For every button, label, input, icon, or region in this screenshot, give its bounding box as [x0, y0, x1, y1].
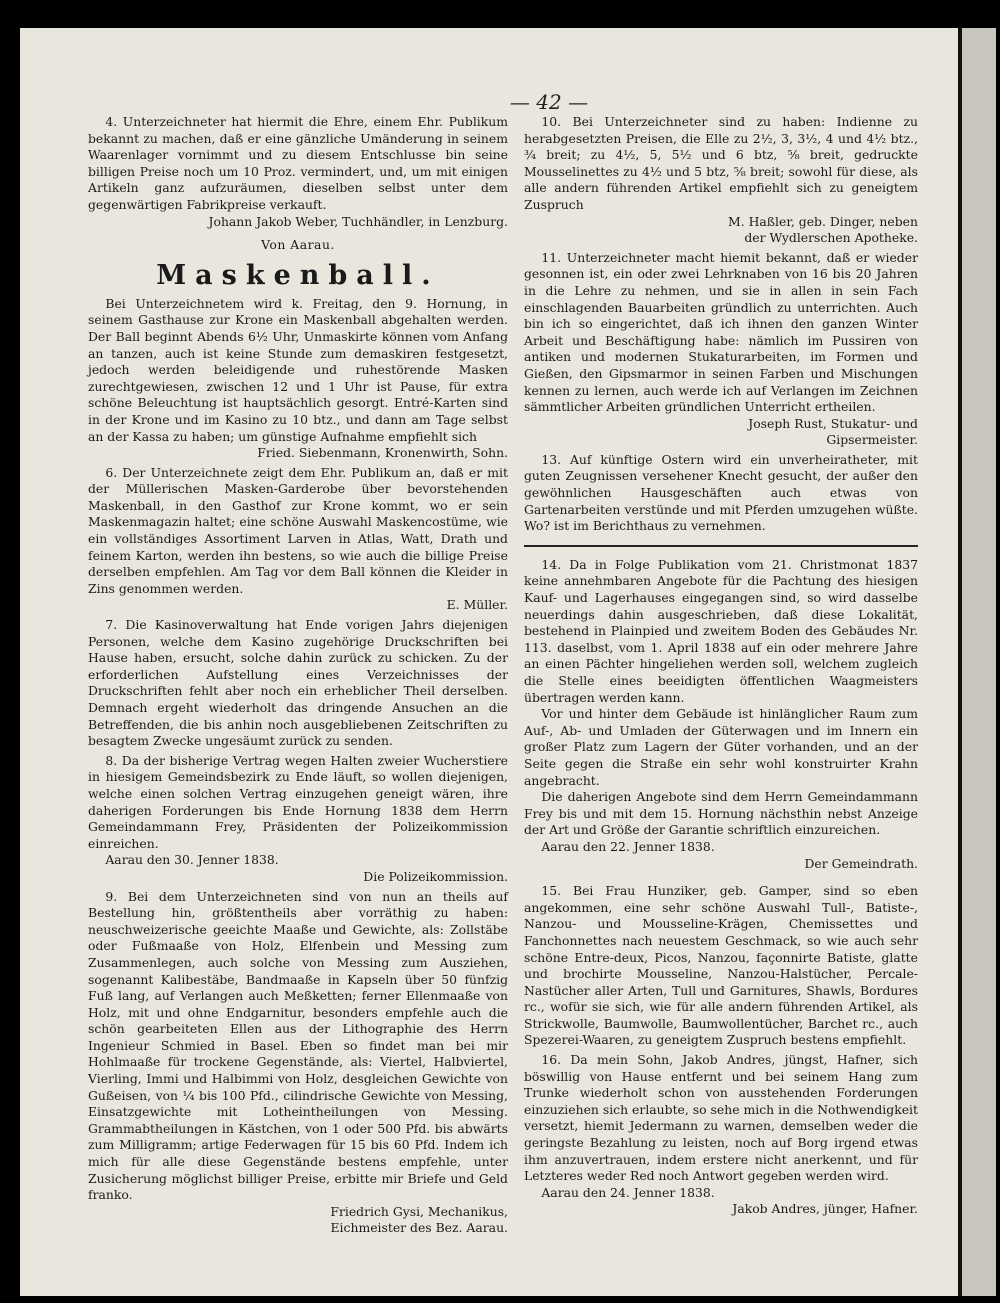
section-divider: [524, 545, 918, 547]
ad-text: 6. Der Unterzeichnete zeigt dem Ehr. Publikum an, daß er mit der Müllerischen Masken-Garderobe über bevorstehenden Maskenball, in den Gasthof zur Krone kommt, wo er sein Maskenmagazin haltet; eine schöne Auswahl Maskencostüme, wie ein vollständiges Assortiment Larven in Atlas, Watt, Drath und feinem Karton, werden ihn bestens, so wie auch die billige Preise derselben empfehlen. Am Tag vor dem Ball können die Kleider in Zins genommen werden.: [88, 464, 508, 596]
ad-date: Aarau den 24. Jenner 1838.: [541, 1184, 715, 1200]
ad-signature: Die Polizeikommission.: [363, 868, 508, 884]
maskenball-title: Maskenball.: [156, 259, 440, 291]
left-column: [88, 114, 508, 1240]
ad-signature: Der Gemeindrath.: [804, 855, 918, 871]
ad-signature: der Wydlerschen Apotheke.: [744, 230, 918, 246]
maskenball-notice: [88, 260, 508, 462]
ad-paragraph: Vor und hinter dem Gebäude ist hinlänglicher Raum zum Auf-, Ab- und Umladen der Güterwagen und im Innern ein großer Platz zum Lagern der Güter vorhanden, und an der Seite gegen die Straße ein sehr wohl konstruirter Krahn angebracht.: [524, 706, 918, 788]
ad-text: 9. Bei dem Unterzeichneten sind von nun an theils auf Bestellung hin, größtentheils aber vorräthig zu haben: neuschweizerische geeichte Maaße und Gewichte, als: Zollstäbe oder Fußmaaße von Holz, Elfenbein und Messing zum Zusammenlegen, auch solche von Messing zum Ausziehen, sogenannt Kalibestäbe, Bandmaaße in Kapseln über 50 fünfzig Fuß lang, auf Verlangen auch Meßketten; ferner Ellenmaaße von Holz, mit und ohne Endgarnitur, besonders empfehle auch die schön gearbeiteten Ellen aus der Lithographie des Herrn Ingenieur Schmied in Basel. Eben so findet man bei mir Hohlmaaße für trockene Gegenstände, als: Viertel, Halbviertel, Vierling, Immi und Halbimmi von Holz, desgleichen Gewichte von Gußeisen, von ¼ bis 100 Pfd., cilindrische Gewichte von Messing, Einsatzgewichte mit Lotheintheilungen von Messing. Grammabtheilungen in Kästchen, von 1 oder 500 Pfd. bis abwärts zum Milligramm; artige Federwagen für 15 bis 60 Pfd. Indem ich mich für alle diese Gegenstände bestens empfehle, unter Zusicherung möglichst billiger Preise, erbitte mir Briefe und Geld franko.: [88, 888, 508, 1203]
advertisement-16: [524, 1052, 918, 1218]
page-number: — 42 —: [509, 90, 589, 114]
advertisement-13: [524, 452, 918, 535]
ad-text: 16. Da mein Sohn, Jakob Andres, jüngst, Hafner, sich böswillig von Hause entfernt und bei seinem Hang zum Trunke wiederholt schon von ausstehenden Forderungen einzuziehen sich erlaubte, so sehe mich in die Nothwendigkeit versetzt, hiemit Jedermann zu warnen, demselben weder die geringste Bezahlung zu leisten, noch auf Borg irgend etwas ihm anzuvertrauen, indem erstere nicht anerkennt, und für Letzteres weder Red noch Antwort gegeben werden wird.: [524, 1052, 918, 1184]
advertisement-4: [88, 114, 508, 230]
next-page-edge: [962, 28, 996, 1296]
ad-signature: Eichmeister des Bez. Aarau.: [330, 1220, 508, 1236]
ad-paragraph: Die daherigen Angebote sind dem Herrn Gemeindammann Frey bis und mit dem 15. Hornung nächsthin nebst Anzeige der Art und Größe der Garantie schriftlich einzureichen.: [524, 789, 918, 838]
ad-signature: Joseph Rust, Stukatur- und: [748, 415, 918, 431]
advertisement-11: [524, 250, 918, 449]
advertisement-8: [88, 753, 508, 886]
ad-signature: Jakob Andres, jünger, Hafner.: [732, 1201, 918, 1217]
ad-text: 14. Da in Folge Publikation vom 21. Christmonat 1837 keine annehmbaren Angebote für die Pachtung des hiesigen Kauf- und Lagerhauses eingegangen sind, so wird dasselbe neuerdings dahin ausgeschrieben, daß diese Lokalität, bestehend in Plainpied und zweitem Boden des Gebäudes Nr. 113. daselbst, vom 1. April 1838 auf ein oder mehrere Jahre an einen Pächter hingeliehen werden soll, welchem zugleich die Stelle eines beeidigten öffentlichen Waagmeisters übertragen werden kann.: [524, 556, 918, 705]
ad-text: 4. Unterzeichneter hat hiermit die Ehre, einem Ehr. Publikum bekannt zu machen, daß er eine gänzliche Umänderung in seinem Waarenlager vornimmt und zu diesem Entschlusse bin seine billigen Preise noch um 10 Proz. vermindert, und, um mit einigen Artikeln ganz aufzuräumen, dieselben selbst unter dem gegenwärtigen Fabrikpreise verkauft.: [88, 114, 508, 212]
ad-text: 8. Da der bisherige Vertrag wegen Halten zweier Wucherstiere in hiesigem Gemeindsbezirk zu Ende läuft, so wollen diejenigen, welche einen solchen Vertrag einzugehen geneigt wären, ihre daherigen Forderungen bis Ende Hornung 1838 dem Herrn Gemeindammann Frey, Präsidenten der Polizeikommission einreichen.: [88, 752, 508, 851]
ad-text: Bei Unterzeichnetem wird k. Freitag, den 9. Hornung, in seinem Gasthause zur Krone ein Maskenball abgehalten werden. Der Ball beginnt Abends 6½ Uhr, Unmaskirte können vom Anfang an tanzen, auch ist keine Stunde zum demaskiren festgesetzt, jedoch werden beleidigende und ruhestörende Masken zurechtgewiesen, zwischen 12 und 1 Uhr ist Pause, für extra schöne Beleuchtung ist hauptsächlich gesorgt. Entré-Karten sind in der Krone und im Kasino zu 10 btz., und dann am Tage selbst an der Kassa zu haben; um günstige Aufnahme empfiehlt sich: [88, 295, 508, 444]
ad-signature: Fried. Siebenmann, Kronenwirth, Sohn.: [257, 445, 508, 461]
ad-text: 11. Unterzeichneter macht hiemit bekannt, daß er wieder gesonnen ist, ein oder zwei Lehrknaben von 16 bis 20 Jahren in die Lehre zu nehmen, und sie in allen in sein Fach einschlagenden Bauarbeiten gründlich zu unterrichten. Auch bin ich so eingerichtet, daß ich ihnen den ganzen Winter Arbeit und Beschäftigung habe: nämlich im Pussiren von antiken und modernen Stukaturarbeiten, im Formen und Gießen, den Gipsmarmor in seinen Farben und Mischungen kennen zu lernen, auch werde ich auf Verlangen im Zeichnen sämmtlicher Arbeiten gründlichen Unterricht ertheilen.: [524, 249, 918, 415]
ad-signature: Johann Jakob Weber, Tuchhändler, in Lenzburg.: [208, 213, 508, 229]
ad-date: Aarau den 30. Jenner 1838.: [105, 852, 279, 868]
spacer: [524, 875, 918, 883]
ad-signature: Gipsermeister.: [826, 432, 918, 448]
advertisement-14: [524, 557, 918, 872]
advertisement-7: [88, 617, 508, 750]
ad-text: 13. Auf künftige Ostern wird ein unverheiratheter, mit guten Zeugnissen versehener Knecht gesucht, der außer den gewöhnlichen Hausgeschäften auch etwas von Gartenarbeiten verstünde und mit Pferden umzugehen wüßte. Wo? ist im Berichthaus zu vernehmen.: [524, 451, 918, 534]
ad-text: 7. Die Kasinoverwaltung hat Ende vorigen Jahrs diejenigen Personen, welche dem Kasino zugehörige Druckschriften bei Hause haben, ersucht, solche dahin zurück zu schicken. Zu der erforderlichen Aufstellung eines Verzeichnisses der Druckschriften fehlt aber noch ein erheblicher Theil derselben. Demnach ergeht wiederholt das dringende Ansuchen an die Betreffenden, die bis anhin noch ausgebliebenen Zeitschriften zu besagtem Zwecke ungesäumt zurück zu senden.: [88, 617, 508, 749]
advertisement-15: [524, 883, 918, 1049]
right-column: [524, 114, 918, 1221]
ad-text: 15. Bei Frau Hunziker, geb. Gamper, sind so eben angekommen, eine sehr schöne Auswahl Tull-, Batiste-, Nanzou- und Mousseline-Krägen, Chemissettes und Fanchonnettes nach neuestem Geschmack, so wie auch sehr schöne Entre-deux, Picos, Nanzou, façonnirte Batiste, glatte und brochirte Mousseline, Nanzou-Halstücher, Percale-Nastücher aller Arten, Tull und Garnitures, Shawls, Bordures rc., wofür sie sich, wie für alle andern führenden Artikel, als Strickwolle, Baumwolle, Baumwollentücher, Barchet rc., auch Spezerei-Waaren, zu geneigtem Zuspruch bestens empfiehlt.: [524, 883, 918, 1048]
ad-signature: E. Müller.: [446, 597, 508, 613]
section-subheading: Von Aarau.: [261, 237, 335, 253]
ad-signature: M. Haßler, geb. Dinger, neben: [728, 213, 918, 229]
advertisement-10: [524, 114, 918, 247]
advertisement-9: [88, 889, 508, 1237]
ad-signature: Friedrich Gysi, Mechanikus,: [330, 1203, 508, 1219]
ad-text: 10. Bei Unterzeichneter sind zu haben: Indienne zu herabgesetzten Preisen, die Elle zu 2½, 3, 3½, 4 und 4½ btz., ¾ breit; zu 4½, 5, 5½ und 6 btz, ⅝ breit, gedruckte Mousselinettes zu 4½ und 5 btz, ⅝ breit; sowohl für diese, als alle andern führenden Artikel empfiehlt sich zu geneigtem Zuspruch: [524, 114, 918, 212]
advertisement-6: [88, 465, 508, 614]
ad-date: Aarau den 22. Jenner 1838.: [541, 838, 715, 854]
